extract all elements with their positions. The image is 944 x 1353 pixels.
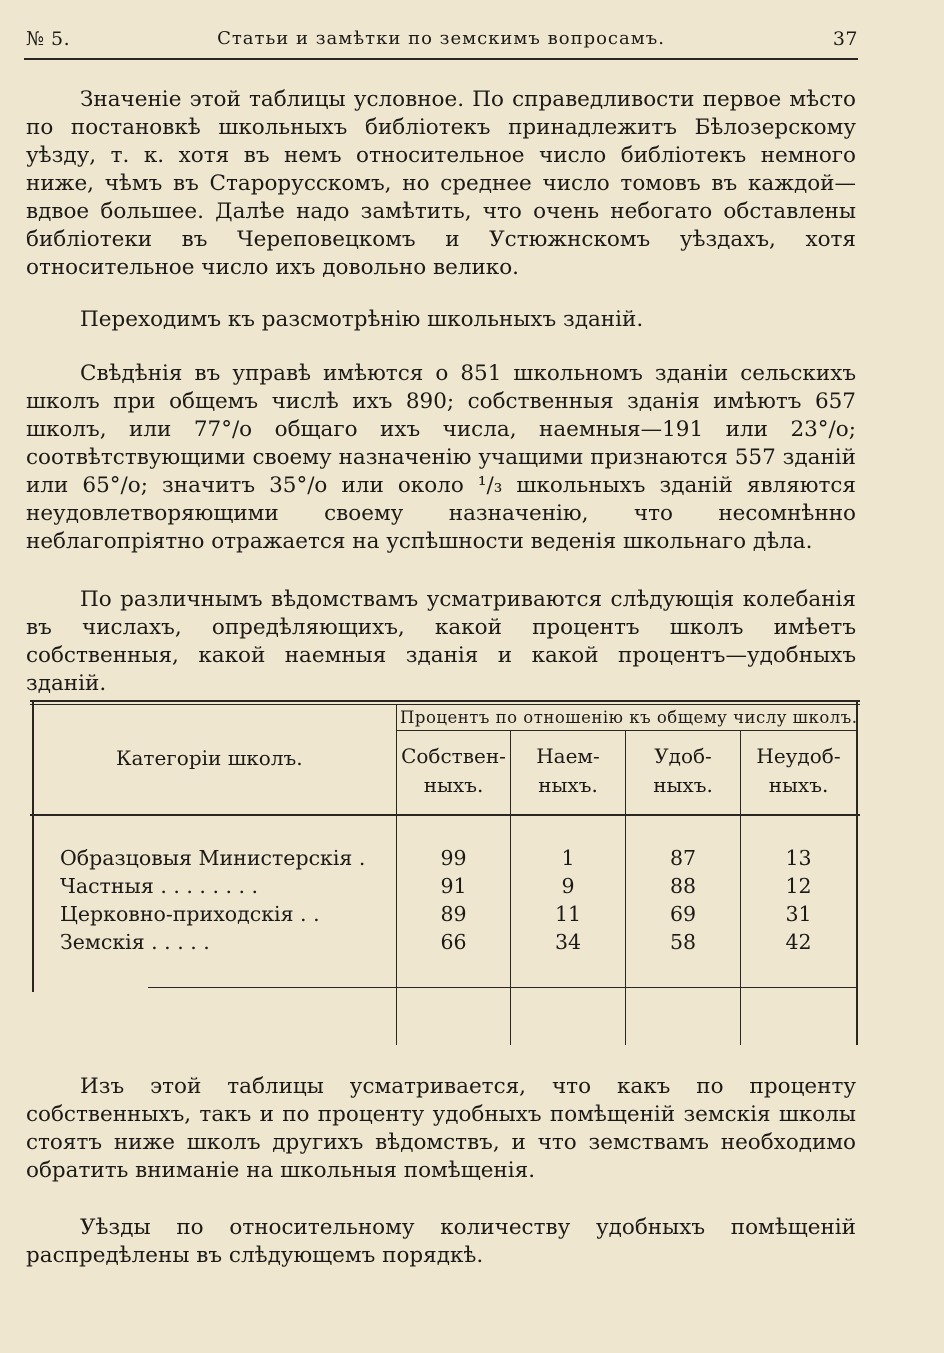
- category-header: Категоріи школъ.: [116, 746, 303, 770]
- header-rule: [24, 58, 858, 60]
- row-value: 42: [785, 930, 812, 954]
- running-title: Статьи и замѣтки по земскимъ вопросамъ.: [217, 28, 665, 49]
- row-value: 9: [561, 874, 575, 898]
- row-label: Земскія . . . . .: [60, 930, 210, 954]
- row-value: 88: [669, 874, 697, 898]
- paragraph-districts: Уѣзды по относительному количеству удобныхъ помѣщеній распредѣлены въ слѣдующемъ порядкѣ.: [26, 1215, 856, 1268]
- bottom-rule: [148, 987, 858, 988]
- col-head-suitable: Удоб- ныхъ.: [653, 744, 713, 797]
- table-top-rule: [30, 700, 860, 702]
- row-value: 69: [669, 902, 697, 926]
- running-header: [24, 28, 858, 56]
- row-label: Частныя . . . . . . . .: [60, 874, 259, 898]
- row-value: 13: [785, 846, 812, 870]
- row-label: Образцовыя Министерскія .: [60, 846, 366, 870]
- row-value: 89: [440, 902, 467, 926]
- school-buildings-table: [30, 700, 860, 1045]
- col-head-rented: Наем- ныхъ.: [536, 744, 600, 797]
- row-value: 87: [669, 846, 697, 870]
- header-divider: [30, 814, 860, 816]
- row-label: Церковно-приходскія . .: [60, 902, 320, 926]
- row-value: 1: [561, 846, 575, 870]
- issue-number: № 5.: [26, 28, 71, 50]
- paragraph-conclusion: Изъ этой таблицы усматривается, что какъ по проценту собственныхъ, такъ и по проценту удобныхъ помѣщеній земскія школы стоятъ ниже школъ другихъ вѣдомствъ, и что земствамъ необходимо обратить вниманіе на школьныя помѣщенія.: [26, 1074, 856, 1183]
- row-value: 58: [669, 930, 697, 954]
- paragraph-departments: По различнымъ вѣдомствамъ усматриваются слѣдующія колебанія въ числахъ, опредѣляющихъ, какой процентъ школъ имѣетъ собственныя, какой наемныя зданія и какой процентъ—удобныхъ зданій.: [26, 587, 856, 696]
- page-number: 37: [832, 28, 858, 50]
- row-value: 31: [785, 902, 812, 926]
- table-left-border: [32, 700, 34, 992]
- col-head-own: Собствен- ныхъ.: [401, 744, 506, 797]
- percent-span-header: Процентъ по отношенію къ общему числу школъ.: [400, 708, 858, 727]
- table-right-border: [856, 700, 858, 1045]
- row-value: 91: [440, 874, 467, 898]
- row-value: 99: [440, 846, 467, 870]
- row-value: 34: [554, 930, 582, 954]
- col-head-unsuitable: Неудоб- ныхъ.: [756, 744, 841, 797]
- row-value: 66: [440, 930, 467, 954]
- paragraph-libraries: Значеніе этой таблицы условное. По справедливости первое мѣсто по постановкѣ школьныхъ библіотекъ принадлежитъ Бѣлозерскому уѣзду, т. к. хотя въ немъ относительное число библіотекъ немного ниже, чѣмъ въ Старорусскомъ, но среднее число томовъ въ каждой—вдвое большее. Далѣе надо замѣтить, что очень небогато обставлены библіотеки въ Череповецкомъ и Устюжнскомъ уѣздахъ, хотя относительное число ихъ довольно велико.: [26, 87, 856, 280]
- row-value: 12: [785, 874, 812, 898]
- row-value: 11: [554, 902, 582, 926]
- paragraph-buildings: Свѣдѣнія въ управѣ имѣются о 851 школьномъ зданіи сельскихъ школъ при общемъ числѣ ихъ 890; собственныя зданія имѣютъ 657 школъ, или 77°/o общаго ихъ числа, наемныя—191 или 23°/o; соотвѣтствующими своему назначенію учащими признаются 557 зданій или 65°/o; значитъ 35°/o или около ¹/₃ школьныхъ зданій являются неудовлетворяющими своему назначенію, что несомнѣнно неблагопріятно отражается на успѣшности веденія школьнаго дѣла.: [26, 361, 856, 554]
- paragraph-transition: Переходимъ къ разсмотрѣнію школьныхъ зданій.: [80, 307, 644, 332]
